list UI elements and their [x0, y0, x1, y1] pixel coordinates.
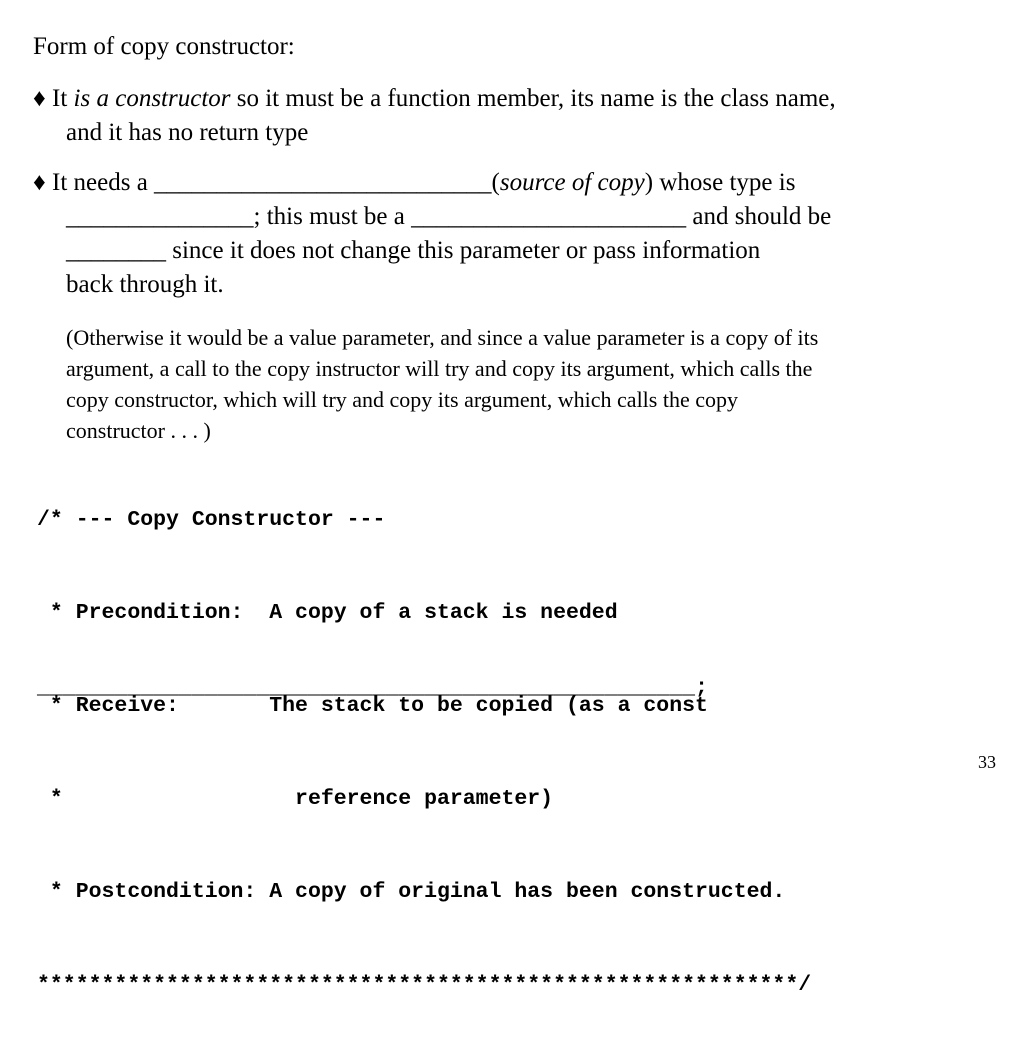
code-line: * Precondition: A copy of a stack is needed: [37, 601, 618, 625]
diamond-bullet-icon: ♦: [33, 169, 46, 196]
bullet-constructor: [33, 82, 836, 150]
note-line: (Otherwise it would be a value parameter, and since a value parameter is a copy of its: [66, 325, 819, 350]
bullet-text-post: ) whose type is: [644, 169, 796, 196]
declaration-blank: ___________________________________________________;: [37, 676, 708, 700]
slide-heading: Form of copy constructor:: [33, 33, 295, 60]
bullet-text-pre: It needs a ___________________________(: [45, 169, 500, 196]
note-line: constructor . . . ): [66, 418, 211, 443]
explanatory-note: [66, 322, 818, 446]
bullet-text-italic: source of copy: [499, 169, 645, 196]
bullet-line-continuation: ________ since it does not change this parameter or pass information: [66, 237, 761, 264]
page-number: 33: [978, 752, 996, 772]
code-line: * Receive: The stack to be copied (as a const: [37, 694, 708, 718]
bullet-text-pre: It: [45, 85, 74, 112]
code-line: /* --- Copy Constructor ---: [37, 508, 386, 532]
bullet-line-continuation: and it has no return type: [66, 119, 309, 146]
code-comment-block: [37, 443, 811, 1063]
note-line: argument, a call to the copy instructor will try and copy its argument, which calls the: [66, 356, 813, 381]
code-line: ***********************************************************/: [37, 973, 812, 997]
bullet-parameter: [33, 166, 831, 302]
code-line: * reference parameter): [37, 787, 554, 811]
bullet-line: [33, 82, 836, 116]
bullet-line-continuation: back through it.: [66, 271, 224, 298]
bullet-line: [33, 166, 831, 200]
diamond-bullet-icon: ♦: [33, 85, 46, 112]
bullet-line-continuation: _______________; this must be a ______________________ and should be: [66, 203, 832, 230]
bullet-text-italic: is a constructor: [73, 85, 231, 112]
code-line: * Postcondition: A copy of original has been constructed.: [37, 880, 786, 904]
bullet-text-post: so it must be a function member, its name is the class name,: [230, 85, 836, 112]
note-line: copy constructor, which will try and copy its argument, which calls the copy: [66, 387, 738, 412]
